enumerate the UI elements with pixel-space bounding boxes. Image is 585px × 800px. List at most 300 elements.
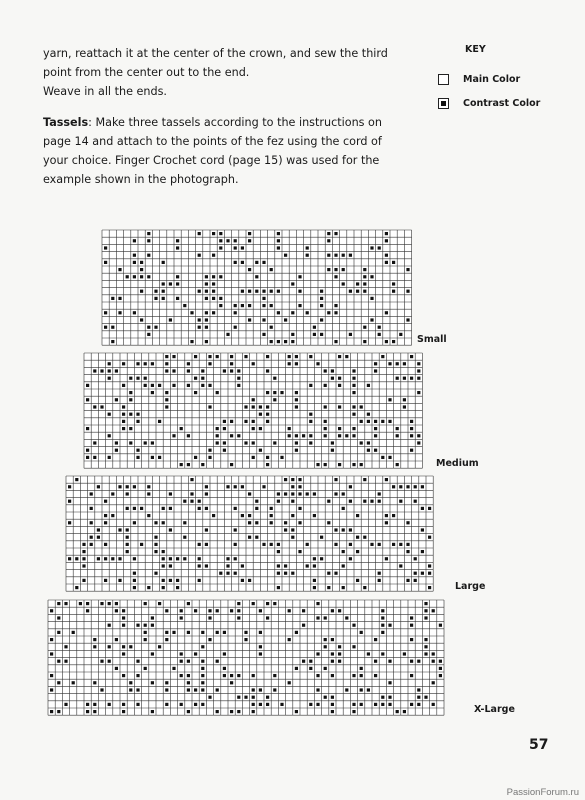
contrast-stitch (133, 572, 136, 575)
contrast-stitch (216, 355, 219, 358)
contrast-stitch (176, 239, 179, 242)
contrast-stitch (277, 290, 280, 293)
contrast-stitch (198, 564, 201, 567)
contrast-stitch (133, 239, 136, 242)
contrast-stitch (432, 660, 435, 663)
contrast-stitch (370, 543, 373, 546)
contrast-stitch (194, 377, 197, 380)
contrast-stitch (338, 427, 341, 430)
contrast-stitch (50, 688, 53, 691)
contrast-stitch (86, 703, 89, 706)
contrast-stitch (288, 609, 291, 612)
contrast-stitch (392, 282, 395, 285)
contrast-stitch (115, 441, 118, 444)
contrast-stitch (324, 638, 327, 641)
contrast-stitch (284, 492, 287, 495)
contrast-stitch (406, 543, 409, 546)
contrast-stitch (190, 500, 193, 503)
contrast-stitch (273, 674, 276, 677)
contrast-stitch (367, 420, 370, 423)
contrast-stitch (154, 290, 157, 293)
contrast-stitch (284, 572, 287, 575)
contrast-stitch (266, 413, 269, 416)
contrast-stitch (298, 485, 301, 488)
contrast-stitch (241, 564, 244, 567)
contrast-stitch (194, 391, 197, 394)
contrast-stitch (403, 377, 406, 380)
contrast-stitch (104, 579, 107, 582)
contrast-stitch (68, 557, 71, 560)
contrast-stitch (392, 340, 395, 343)
contrast-stitch (313, 586, 316, 589)
contrast-stitch (205, 528, 208, 531)
contrast-stitch (280, 703, 283, 706)
contrast-stitch (320, 290, 323, 293)
contrast-stitch (154, 326, 157, 329)
contrast-stitch (385, 557, 388, 560)
contrast-stitch (194, 609, 197, 612)
contrast-stitch (388, 624, 391, 627)
contrast-stitch (241, 485, 244, 488)
contrast-stitch (320, 333, 323, 336)
contrast-stitch (57, 631, 60, 634)
contrast-stitch (396, 377, 399, 380)
contrast-stitch (190, 492, 193, 495)
contrast-stitch (439, 674, 442, 677)
contrast-stitch (284, 528, 287, 531)
contrast-stitch (194, 652, 197, 655)
contrast-stitch (414, 485, 417, 488)
contrast-stitch (133, 521, 136, 524)
size-label-small: Small (417, 334, 447, 345)
contrast-stitch (417, 696, 420, 699)
contrast-stitch (302, 624, 305, 627)
contrast-stitch (212, 311, 215, 314)
contrast-stitch (57, 616, 60, 619)
contrast-stitch (198, 254, 201, 257)
contrast-stitch (324, 645, 327, 648)
contrast-stitch (216, 609, 219, 612)
chart-large (66, 476, 450, 592)
contrast-stitch (262, 543, 265, 546)
contrast-stitch (82, 579, 85, 582)
contrast-stitch (356, 536, 359, 539)
contrast-stitch (205, 326, 208, 329)
contrast-stitch (334, 311, 337, 314)
contrast-stitch (284, 521, 287, 524)
contrast-stitch (284, 564, 287, 567)
contrast-stitch (205, 311, 208, 314)
contrast-stitch (147, 333, 150, 336)
contrast-stitch (360, 463, 363, 466)
contrast-stitch (270, 268, 273, 271)
contrast-stitch (172, 384, 175, 387)
contrast-stitch (100, 602, 103, 605)
contrast-stitch (100, 405, 103, 408)
contrast-stitch (234, 239, 237, 242)
contrast-stitch (309, 660, 312, 663)
contrast-stitch (144, 667, 147, 670)
contrast-stitch (198, 579, 201, 582)
contrast-stitch (136, 377, 139, 380)
contrast-stitch (356, 290, 359, 293)
contrast-stitch (417, 441, 420, 444)
contrast-stitch (144, 441, 147, 444)
contrast-stitch (86, 602, 89, 605)
contrast-stitch (352, 703, 355, 706)
contrast-stitch (338, 405, 341, 408)
contrast-stitch (126, 536, 129, 539)
contrast-stitch (237, 696, 240, 699)
contrast-stitch (172, 369, 175, 372)
contrast-stitch (338, 377, 341, 380)
contrast-stitch (277, 311, 280, 314)
contrast-stitch (428, 586, 431, 589)
chart-small (102, 230, 414, 346)
contrast-stitch (363, 326, 366, 329)
contrast-stitch (428, 572, 431, 575)
contrast-stitch (151, 362, 154, 365)
contrast-stitch (165, 355, 168, 358)
contrast-stitch (262, 318, 265, 321)
key-title: KEY (465, 44, 486, 55)
tassels-heading: Tassels (43, 116, 89, 129)
contrast-stitch (396, 434, 399, 437)
contrast-stitch (72, 631, 75, 634)
contrast-stitch (201, 645, 204, 648)
contrast-stitch (270, 521, 273, 524)
contrast-stitch (277, 232, 280, 235)
contrast-stitch (266, 456, 269, 459)
contrast-stitch (162, 586, 165, 589)
contrast-stitch (421, 485, 424, 488)
contrast-stitch (385, 514, 388, 517)
contrast-stitch (115, 638, 118, 641)
contrast-stitch (198, 543, 201, 546)
contrast-stitch (316, 362, 319, 365)
contrast-stitch (230, 674, 233, 677)
contrast-color-label: Contrast Color (463, 98, 541, 109)
contrast-stitch (165, 362, 168, 365)
contrast-stitch (158, 420, 161, 423)
contrast-stitch (180, 703, 183, 706)
contrast-stitch (349, 557, 352, 560)
contrast-stitch (230, 355, 233, 358)
contrast-stitch (122, 703, 125, 706)
contrast-stitch (406, 268, 409, 271)
contrast-stitch (406, 579, 409, 582)
contrast-stitch (223, 449, 226, 452)
contrast-stitch (277, 500, 280, 503)
contrast-stitch (363, 478, 366, 481)
contrast-stitch (147, 514, 150, 517)
contrast-stitch (349, 543, 352, 546)
contrast-stitch (399, 500, 402, 503)
contrast-stitch (374, 362, 377, 365)
contrast-stitch (424, 638, 427, 641)
contrast-stitch (259, 652, 262, 655)
contrast-stitch (270, 326, 273, 329)
contrast-stitch (388, 703, 391, 706)
tassels-text: : Make three tassels according to the instructions on page 14 and attach to the points of the fez using the cord of your choice. Finger Crochet cord (page 15) was used for the example shown in the photograph. (43, 116, 382, 186)
contrast-stitch (136, 660, 139, 663)
contrast-stitch (439, 624, 442, 627)
contrast-stitch (327, 572, 330, 575)
contrast-stitch (68, 521, 71, 524)
contrast-stitch (352, 384, 355, 387)
contrast-stitch (97, 485, 100, 488)
contrast-stitch (298, 275, 301, 278)
contrast-stitch (306, 492, 309, 495)
contrast-stitch (147, 275, 150, 278)
contrast-stitch (298, 290, 301, 293)
contrast-stitch (309, 413, 312, 416)
contrast-stitch (306, 254, 309, 257)
contrast-stitch (421, 528, 424, 531)
contrast-stitch (295, 441, 298, 444)
contrast-stitch (331, 660, 334, 663)
contrast-stitch (255, 521, 258, 524)
contrast-stitch (176, 557, 179, 560)
contrast-stitch (126, 485, 129, 488)
contrast-stitch (414, 572, 417, 575)
contrast-stitch (406, 521, 409, 524)
contrast-stitch (234, 261, 237, 264)
contrast-stitch (129, 681, 132, 684)
contrast-stitch (277, 564, 280, 567)
contrast-stitch (205, 340, 208, 343)
contrast-stitch (169, 564, 172, 567)
contrast-stitch (226, 564, 229, 567)
contrast-stitch (118, 297, 121, 300)
contrast-stitch (385, 254, 388, 257)
contrast-stitch (97, 528, 100, 531)
contrast-stitch (399, 333, 402, 336)
contrast-stitch (154, 543, 157, 546)
contrast-stitch (118, 557, 121, 560)
contrast-stitch (176, 579, 179, 582)
contrast-stitch (226, 239, 229, 242)
contrast-stitch (273, 398, 276, 401)
contrast-stitch (331, 609, 334, 612)
contrast-stitch (111, 340, 114, 343)
contrast-stitch (360, 631, 363, 634)
contrast-stitch (334, 268, 337, 271)
contrast-stitch (266, 696, 269, 699)
contrast-stitch (86, 449, 89, 452)
contrast-stitch (342, 507, 345, 510)
contrast-stitch (248, 514, 251, 517)
contrast-stitch (108, 377, 111, 380)
contrast-stitch (223, 420, 226, 423)
contrast-stitch (392, 514, 395, 517)
contrast-stitch (428, 536, 431, 539)
contrast-stitch (93, 369, 96, 372)
contrast-stitch (277, 543, 280, 546)
contrast-stitch (230, 369, 233, 372)
contrast-stitch (270, 543, 273, 546)
contrast-stitch (198, 318, 201, 321)
contrast-stitch (57, 710, 60, 713)
contrast-stitch (360, 688, 363, 691)
contrast-stitch (234, 543, 237, 546)
contrast-stitch (93, 638, 96, 641)
contrast-stitch (331, 696, 334, 699)
contrast-stitch (144, 377, 147, 380)
contrast-stitch (352, 624, 355, 627)
contrast-stitch (133, 261, 136, 264)
contrast-stitch (147, 586, 150, 589)
contrast-stitch (410, 703, 413, 706)
contrast-stitch (90, 521, 93, 524)
contrast-stitch (187, 602, 190, 605)
contrast-stitch (226, 557, 229, 560)
contrast-stitch (331, 710, 334, 713)
contrast-stitch (291, 528, 294, 531)
contrast-stitch (79, 602, 82, 605)
contrast-stitch (291, 485, 294, 488)
contrast-stitch (417, 391, 420, 394)
contrast-stitch (370, 275, 373, 278)
contrast-stitch (208, 355, 211, 358)
contrast-stitch (198, 290, 201, 293)
contrast-stitch (252, 420, 255, 423)
contrast-stitch (93, 703, 96, 706)
contrast-stitch (327, 254, 330, 257)
contrast-stitch (162, 282, 165, 285)
contrast-stitch (72, 681, 75, 684)
contrast-stitch (108, 413, 111, 416)
contrast-stitch (57, 660, 60, 663)
contrast-stitch (154, 572, 157, 575)
contrast-stitch (151, 616, 154, 619)
contrast-stitch (252, 688, 255, 691)
contrast-stitch (385, 478, 388, 481)
contrast-stitch (216, 631, 219, 634)
contrast-stitch (122, 609, 125, 612)
contrast-stitch (284, 254, 287, 257)
contrast-stitch (100, 688, 103, 691)
contrast-stitch (381, 652, 384, 655)
contrast-stitch (64, 703, 67, 706)
contrast-stitch (266, 391, 269, 394)
contrast-stitch (313, 514, 316, 517)
contrast-stitch (154, 550, 157, 553)
contrast-stitch (378, 333, 381, 336)
contrast-stitch (165, 369, 168, 372)
contrast-stitch (259, 703, 262, 706)
contrast-stitch (129, 427, 132, 430)
contrast-stitch (158, 602, 161, 605)
contrast-stitch (410, 449, 413, 452)
contrast-stitch (216, 441, 219, 444)
contrast-stitch (198, 507, 201, 510)
contrast-stitch (324, 427, 327, 430)
contrast-stitch (338, 645, 341, 648)
contrast-stitch (111, 514, 114, 517)
contrast-stitch (115, 449, 118, 452)
contrast-stitch (118, 311, 121, 314)
contrast-stitch (244, 638, 247, 641)
contrast-stitch (277, 246, 280, 249)
contrast-stitch (212, 254, 215, 257)
contrast-stitch (334, 572, 337, 575)
contrast-stitch (360, 667, 363, 670)
contrast-stitch (295, 405, 298, 408)
contrast-stitch (255, 507, 258, 510)
contrast-stitch (244, 405, 247, 408)
contrast-stitch (262, 304, 265, 307)
contrast-stitch (86, 398, 89, 401)
contrast-stitch (122, 362, 125, 365)
contrast-stitch (136, 674, 139, 677)
chart-medium (84, 353, 432, 469)
contrast-stitch (194, 703, 197, 706)
contrast-stitch (82, 543, 85, 546)
contrast-stitch (201, 369, 204, 372)
contrast-stitch (118, 485, 121, 488)
contrast-stitch (248, 232, 251, 235)
contrast-stitch (237, 384, 240, 387)
contrast-stitch (162, 557, 165, 560)
contrast-stitch (97, 536, 100, 539)
contrast-stitch (406, 318, 409, 321)
contrast-stitch (147, 254, 150, 257)
contrast-stitch (410, 660, 413, 663)
contrast-stitch (104, 514, 107, 517)
contrast-stitch (363, 282, 366, 285)
contrast-stitch (230, 420, 233, 423)
contrast-stitch (180, 652, 183, 655)
contrast-stitch (140, 290, 143, 293)
contrast-stitch (129, 413, 132, 416)
contrast-stitch (262, 297, 265, 300)
contrast-stitch (298, 550, 301, 553)
contrast-stitch (129, 398, 132, 401)
contrast-stitch (201, 674, 204, 677)
contrast-stitch (295, 398, 298, 401)
contrast-stitch (270, 340, 273, 343)
contrast-stitch (363, 500, 366, 503)
contrast-stitch (385, 521, 388, 524)
contrast-stitch (284, 318, 287, 321)
contrast-stitch (216, 710, 219, 713)
contrast-stitch (162, 507, 165, 510)
contrast-stitch (212, 282, 215, 285)
contrast-stitch (342, 268, 345, 271)
contrast-stitch (410, 377, 413, 380)
contrast-stitch (223, 667, 226, 670)
contrast-stitch (223, 427, 226, 430)
contrast-stitch (284, 340, 287, 343)
contrast-stitch (252, 602, 255, 605)
contrast-stitch (252, 710, 255, 713)
contrast-stitch (252, 456, 255, 459)
contrast-stitch (154, 297, 157, 300)
contrast-stitch (320, 536, 323, 539)
contrast-stitch (140, 261, 143, 264)
contrast-stitch (338, 384, 341, 387)
contrast-stitch (280, 391, 283, 394)
contrast-stitch (259, 609, 262, 612)
contrast-stitch (374, 420, 377, 423)
contrast-stitch (216, 434, 219, 437)
contrast-stitch (291, 282, 294, 285)
contrast-stitch (334, 478, 337, 481)
contrast-stitch (234, 304, 237, 307)
contrast-stitch (122, 413, 125, 416)
contrast-stitch (108, 703, 111, 706)
